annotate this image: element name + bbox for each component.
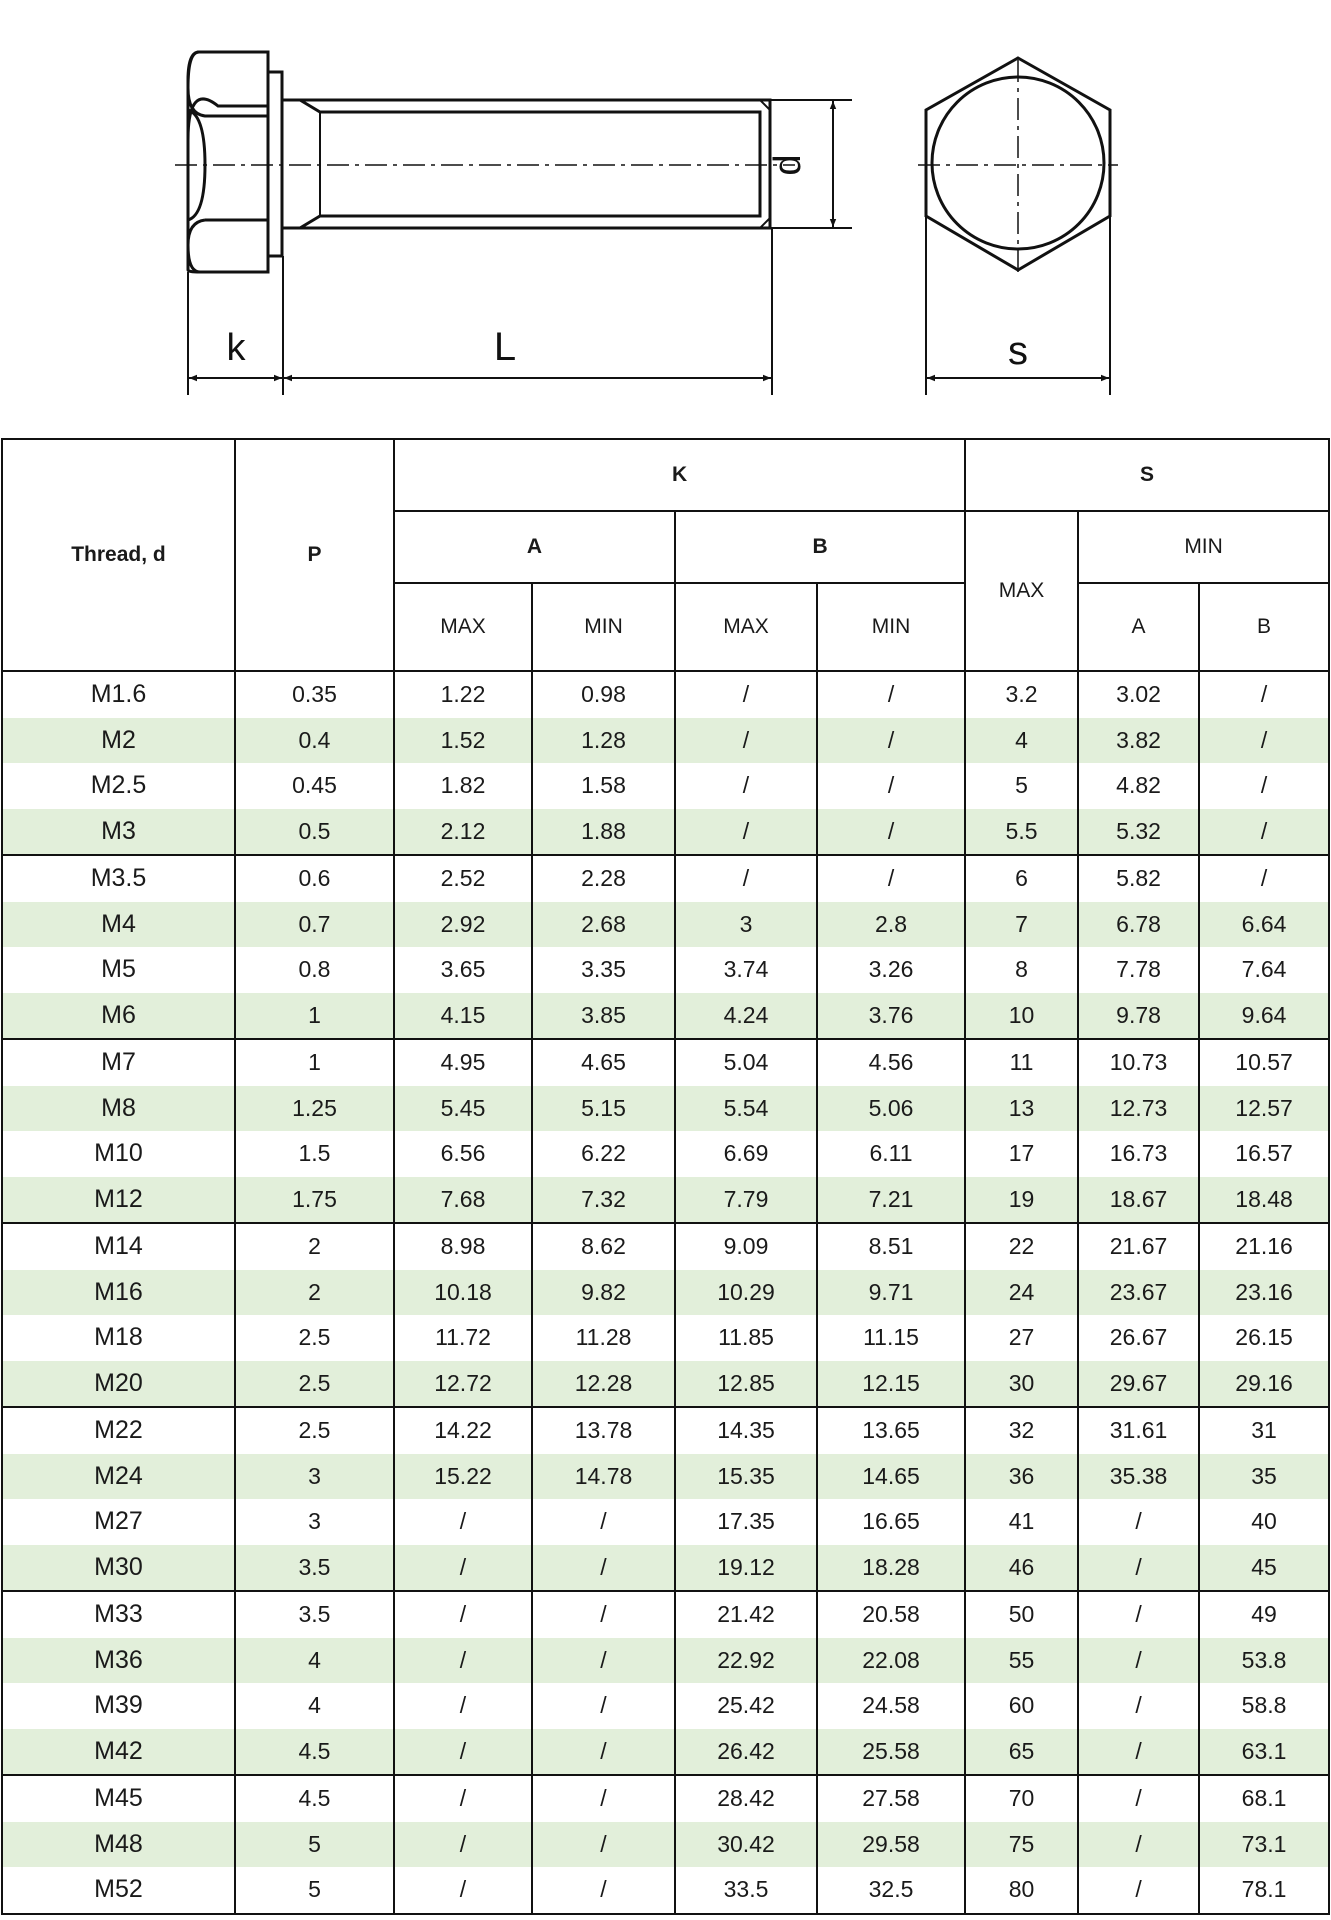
cell-s-min-a: 35.38 [1078, 1454, 1199, 1500]
cell-k-b-min: 16.65 [817, 1499, 965, 1545]
cell-s-max: 17 [965, 1131, 1078, 1177]
cell-s-max: 41 [965, 1499, 1078, 1545]
cell-k-b-min: 12.15 [817, 1361, 965, 1408]
cell-thread: M2.5 [2, 763, 235, 809]
cell-p: 4 [235, 1683, 394, 1729]
dimension-label-s: s [1008, 329, 1028, 373]
cell-k-b-max: 15.35 [675, 1454, 817, 1500]
cell-s-min-b: 9.64 [1199, 993, 1329, 1040]
cell-k-b-max: 11.85 [675, 1315, 817, 1361]
cell-p: 3 [235, 1454, 394, 1500]
cell-k-a-max: 2.12 [394, 809, 532, 856]
header-k-a-min: MIN [532, 583, 675, 671]
cell-k-b-max: 19.12 [675, 1545, 817, 1592]
cell-k-a-min: 12.28 [532, 1361, 675, 1408]
cell-thread: M20 [2, 1361, 235, 1408]
cell-s-min-b: 16.57 [1199, 1131, 1329, 1177]
cell-k-a-max: 1.52 [394, 718, 532, 764]
cell-s-min-b: 49 [1199, 1591, 1329, 1638]
cell-k-b-min: 24.58 [817, 1683, 965, 1729]
cell-k-a-max: 7.68 [394, 1177, 532, 1224]
cell-k-a-max: 4.15 [394, 993, 532, 1040]
cell-s-min-a: / [1078, 1638, 1199, 1684]
cell-s-max: 5 [965, 763, 1078, 809]
cell-k-a-max: 1.82 [394, 763, 532, 809]
cell-k-a-max: / [394, 1729, 532, 1776]
header-k: K [394, 439, 965, 511]
cell-p: 0.7 [235, 902, 394, 948]
table-row [2, 1223, 1329, 1270]
cell-s-max: 50 [965, 1591, 1078, 1638]
cell-thread: M10 [2, 1131, 235, 1177]
cell-s-min-b: 68.1 [1199, 1775, 1329, 1822]
table-row [2, 1131, 1329, 1177]
cell-p: 3 [235, 1499, 394, 1545]
cell-s-max: 6 [965, 855, 1078, 902]
cell-s-min-b: 45 [1199, 1545, 1329, 1592]
cell-k-b-min: / [817, 763, 965, 809]
cell-thread: M22 [2, 1407, 235, 1454]
header-p: P [235, 439, 394, 671]
cell-k-b-min: 13.65 [817, 1407, 965, 1454]
cell-thread: M45 [2, 1775, 235, 1822]
header-s-min-a: A [1078, 583, 1199, 671]
cell-k-b-max: 17.35 [675, 1499, 817, 1545]
cell-thread: M42 [2, 1729, 235, 1776]
cell-s-min-b: 18.48 [1199, 1177, 1329, 1224]
cell-k-a-max: 5.45 [394, 1086, 532, 1132]
cell-k-b-min: 5.06 [817, 1086, 965, 1132]
cell-p: 2.5 [235, 1315, 394, 1361]
table-row [2, 1177, 1329, 1224]
table-row [2, 671, 1329, 718]
cell-thread: M52 [2, 1867, 235, 1914]
cell-k-a-min: 3.85 [532, 993, 675, 1040]
table-row [2, 1867, 1329, 1914]
cell-s-max: 46 [965, 1545, 1078, 1592]
cell-k-b-max: 21.42 [675, 1591, 817, 1638]
cell-s-min-a: 5.32 [1078, 809, 1199, 856]
cell-s-min-b: / [1199, 763, 1329, 809]
cell-k-a-min: 1.58 [532, 763, 675, 809]
cell-s-max: 30 [965, 1361, 1078, 1408]
cell-s-min-a: 18.67 [1078, 1177, 1199, 1224]
cell-thread: M3.5 [2, 855, 235, 902]
cell-s-min-b: 6.64 [1199, 902, 1329, 948]
cell-k-a-max: 2.92 [394, 902, 532, 948]
cell-k-b-max: 30.42 [675, 1822, 817, 1868]
cell-s-min-b: 78.1 [1199, 1867, 1329, 1914]
cell-k-a-min: 9.82 [532, 1270, 675, 1316]
cell-k-b-max: / [675, 718, 817, 764]
cell-s-min-a: 12.73 [1078, 1086, 1199, 1132]
cell-s-min-b: / [1199, 809, 1329, 856]
cell-k-b-min: / [817, 809, 965, 856]
cell-k-a-min: / [532, 1591, 675, 1638]
table-row [2, 902, 1329, 948]
cell-s-min-a: / [1078, 1591, 1199, 1638]
cell-k-a-min: / [532, 1638, 675, 1684]
cell-s-min-a: 7.78 [1078, 947, 1199, 993]
header-k-a: A [394, 511, 675, 583]
cell-s-min-a: / [1078, 1775, 1199, 1822]
table-row [2, 1039, 1329, 1086]
cell-thread: M16 [2, 1270, 235, 1316]
cell-s-min-b: 63.1 [1199, 1729, 1329, 1776]
dimension-label-d: d [767, 154, 809, 176]
cell-s-min-b: 23.16 [1199, 1270, 1329, 1316]
cell-thread: M33 [2, 1591, 235, 1638]
cell-k-b-min: 8.51 [817, 1223, 965, 1270]
cell-thread: M12 [2, 1177, 235, 1224]
cell-k-b-min: 32.5 [817, 1867, 965, 1914]
cell-s-max: 22 [965, 1223, 1078, 1270]
cell-s-min-a: 3.02 [1078, 671, 1199, 718]
cell-k-a-min: 7.32 [532, 1177, 675, 1224]
cell-p: 0.6 [235, 855, 394, 902]
cell-thread: M18 [2, 1315, 235, 1361]
cell-k-b-min: 25.58 [817, 1729, 965, 1776]
table-header [2, 439, 1329, 671]
cell-k-b-min: 22.08 [817, 1638, 965, 1684]
cell-k-b-min: 6.11 [817, 1131, 965, 1177]
cell-thread: M48 [2, 1822, 235, 1868]
cell-k-a-max: 10.18 [394, 1270, 532, 1316]
cell-k-b-max: / [675, 671, 817, 718]
cell-k-b-max: 6.69 [675, 1131, 817, 1177]
cell-s-min-b: 12.57 [1199, 1086, 1329, 1132]
thread-spec-table [1, 438, 1330, 1915]
cell-s-min-a: 23.67 [1078, 1270, 1199, 1316]
cell-s-min-b: 7.64 [1199, 947, 1329, 993]
table-body [2, 671, 1329, 1914]
cell-p: 1.25 [235, 1086, 394, 1132]
cell-s-max: 13 [965, 1086, 1078, 1132]
dimension-label-k: k [226, 327, 246, 369]
cell-k-b-max: 5.04 [675, 1039, 817, 1086]
cell-s-min-a: 16.73 [1078, 1131, 1199, 1177]
cell-k-b-max: / [675, 763, 817, 809]
cell-p: 2.5 [235, 1407, 394, 1454]
cell-thread: M2 [2, 718, 235, 764]
cell-s-min-a: / [1078, 1499, 1199, 1545]
cell-k-a-min: 8.62 [532, 1223, 675, 1270]
cell-s-max: 10 [965, 993, 1078, 1040]
cell-k-a-min: / [532, 1683, 675, 1729]
table-row [2, 1683, 1329, 1729]
cell-k-a-min: 14.78 [532, 1454, 675, 1500]
table-row [2, 1775, 1329, 1822]
cell-k-b-min: 2.8 [817, 902, 965, 948]
cell-k-a-max: 12.72 [394, 1361, 532, 1408]
cell-k-a-min: 11.28 [532, 1315, 675, 1361]
cell-k-b-max: 12.85 [675, 1361, 817, 1408]
cell-k-a-min: / [532, 1729, 675, 1776]
header-k-b-min: MIN [817, 583, 965, 671]
cell-thread: M39 [2, 1683, 235, 1729]
cell-p: 4 [235, 1638, 394, 1684]
cell-s-min-b: 73.1 [1199, 1822, 1329, 1868]
table-row [2, 1499, 1329, 1545]
cell-p: 0.5 [235, 809, 394, 856]
cell-s-min-b: 29.16 [1199, 1361, 1329, 1408]
cell-k-a-min: 0.98 [532, 671, 675, 718]
cell-k-b-max: 33.5 [675, 1867, 817, 1914]
cell-k-a-min: / [532, 1545, 675, 1592]
cell-k-b-max: 5.54 [675, 1086, 817, 1132]
table-row [2, 947, 1329, 993]
bolt-side-view [188, 52, 770, 272]
cell-s-min-a: 26.67 [1078, 1315, 1199, 1361]
table-row [2, 993, 1329, 1040]
cell-k-b-max: 7.79 [675, 1177, 817, 1224]
cell-k-b-max: 10.29 [675, 1270, 817, 1316]
cell-p: 1 [235, 1039, 394, 1086]
header-s-min-b: B [1199, 583, 1329, 671]
cell-k-b-min: / [817, 718, 965, 764]
cell-s-max: 3.2 [965, 671, 1078, 718]
header-s-max: MAX [965, 511, 1078, 671]
table-row [2, 809, 1329, 856]
cell-k-a-max: / [394, 1867, 532, 1914]
cell-p: 0.4 [235, 718, 394, 764]
cell-p: 2 [235, 1223, 394, 1270]
cell-k-b-min: 4.56 [817, 1039, 965, 1086]
cell-s-max: 80 [965, 1867, 1078, 1914]
cell-s-min-a: 9.78 [1078, 993, 1199, 1040]
cell-s-max: 11 [965, 1039, 1078, 1086]
cell-k-a-min: / [532, 1775, 675, 1822]
cell-k-a-max: / [394, 1775, 532, 1822]
cell-s-min-b: / [1199, 671, 1329, 718]
cell-k-b-max: / [675, 809, 817, 856]
cell-s-max: 4 [965, 718, 1078, 764]
cell-k-a-min: 2.28 [532, 855, 675, 902]
cell-p: 1 [235, 993, 394, 1040]
cell-k-b-max: 9.09 [675, 1223, 817, 1270]
bolt-drawing [0, 0, 1331, 420]
cell-s-max: 19 [965, 1177, 1078, 1224]
bolt-centerlines [175, 60, 1118, 275]
cell-k-a-max: 4.95 [394, 1039, 532, 1086]
cell-p: 4.5 [235, 1775, 394, 1822]
cell-k-a-max: 2.52 [394, 855, 532, 902]
cell-k-b-min: 14.65 [817, 1454, 965, 1500]
cell-k-a-min: 2.68 [532, 902, 675, 948]
cell-p: 3.5 [235, 1591, 394, 1638]
cell-p: 5 [235, 1822, 394, 1868]
cell-p: 0.35 [235, 671, 394, 718]
table-row [2, 1361, 1329, 1408]
cell-k-b-max: 3 [675, 902, 817, 948]
cell-s-max: 24 [965, 1270, 1078, 1316]
table-row [2, 1454, 1329, 1500]
cell-k-a-max: / [394, 1638, 532, 1684]
cell-thread: M4 [2, 902, 235, 948]
cell-p: 1.5 [235, 1131, 394, 1177]
cell-s-min-a: / [1078, 1729, 1199, 1776]
cell-thread: M30 [2, 1545, 235, 1592]
cell-s-max: 36 [965, 1454, 1078, 1500]
cell-s-min-b: 10.57 [1199, 1039, 1329, 1086]
cell-k-a-max: 8.98 [394, 1223, 532, 1270]
cell-k-b-min: 3.26 [817, 947, 965, 993]
header-k-b: B [675, 511, 965, 583]
cell-k-b-min: 11.15 [817, 1315, 965, 1361]
header-k-a-max: MAX [394, 583, 532, 671]
cell-s-min-a: 6.78 [1078, 902, 1199, 948]
cell-thread: M5 [2, 947, 235, 993]
cell-k-a-min: 5.15 [532, 1086, 675, 1132]
cell-s-min-a: 10.73 [1078, 1039, 1199, 1086]
cell-k-a-max: 3.65 [394, 947, 532, 993]
cell-k-a-min: 1.88 [532, 809, 675, 856]
cell-k-a-max: 15.22 [394, 1454, 532, 1500]
table-row [2, 1638, 1329, 1684]
table-row [2, 1315, 1329, 1361]
cell-p: 0.8 [235, 947, 394, 993]
cell-k-b-min: 29.58 [817, 1822, 965, 1868]
cell-s-max: 65 [965, 1729, 1078, 1776]
cell-s-min-b: 21.16 [1199, 1223, 1329, 1270]
cell-k-a-min: 6.22 [532, 1131, 675, 1177]
cell-k-a-min: / [532, 1822, 675, 1868]
cell-k-a-max: 6.56 [394, 1131, 532, 1177]
cell-p: 1.75 [235, 1177, 394, 1224]
cell-k-a-max: / [394, 1499, 532, 1545]
cell-k-b-min: / [817, 671, 965, 718]
cell-k-b-min: 18.28 [817, 1545, 965, 1592]
cell-k-b-min: 27.58 [817, 1775, 965, 1822]
cell-k-b-max: 4.24 [675, 993, 817, 1040]
cell-thread: M14 [2, 1223, 235, 1270]
cell-s-min-b: 53.8 [1199, 1638, 1329, 1684]
cell-k-a-min: / [532, 1499, 675, 1545]
header-thread: Thread, d [2, 439, 235, 671]
table-row [2, 1591, 1329, 1638]
cell-s-min-b: 26.15 [1199, 1315, 1329, 1361]
header-k-b-max: MAX [675, 583, 817, 671]
cell-k-a-max: 14.22 [394, 1407, 532, 1454]
cell-s-min-b: / [1199, 855, 1329, 902]
cell-thread: M6 [2, 993, 235, 1040]
cell-s-min-a: / [1078, 1683, 1199, 1729]
cell-s-min-a: / [1078, 1822, 1199, 1868]
cell-s-min-b: 31 [1199, 1407, 1329, 1454]
cell-p: 2 [235, 1270, 394, 1316]
dimension-label-L: L [493, 325, 517, 369]
cell-k-a-min: / [532, 1867, 675, 1914]
cell-s-max: 7 [965, 902, 1078, 948]
cell-s-min-b: 58.8 [1199, 1683, 1329, 1729]
header-s-min: MIN [1078, 511, 1329, 583]
dimension-lines [188, 100, 1110, 395]
cell-p: 0.45 [235, 763, 394, 809]
table-row [2, 1407, 1329, 1454]
header-s: S [965, 439, 1329, 511]
table-row [2, 1729, 1329, 1776]
cell-thread: M24 [2, 1454, 235, 1500]
cell-s-min-a: 21.67 [1078, 1223, 1199, 1270]
cell-k-b-max: 26.42 [675, 1729, 817, 1776]
cell-thread: M8 [2, 1086, 235, 1132]
cell-k-b-min: 3.76 [817, 993, 965, 1040]
cell-s-min-a: 5.82 [1078, 855, 1199, 902]
cell-thread: M27 [2, 1499, 235, 1545]
cell-k-b-max: 14.35 [675, 1407, 817, 1454]
table-row [2, 718, 1329, 764]
cell-k-b-max: 28.42 [675, 1775, 817, 1822]
cell-k-a-min: 13.78 [532, 1407, 675, 1454]
cell-s-max: 8 [965, 947, 1078, 993]
table-row [2, 1822, 1329, 1868]
table-row [2, 763, 1329, 809]
cell-s-min-b: 35 [1199, 1454, 1329, 1500]
cell-k-b-max: / [675, 855, 817, 902]
cell-s-min-a: 3.82 [1078, 718, 1199, 764]
table-row [2, 855, 1329, 902]
cell-s-max: 60 [965, 1683, 1078, 1729]
cell-p: 2.5 [235, 1361, 394, 1408]
cell-s-max: 5.5 [965, 809, 1078, 856]
cell-s-max: 27 [965, 1315, 1078, 1361]
cell-k-b-min: 20.58 [817, 1591, 965, 1638]
cell-s-max: 55 [965, 1638, 1078, 1684]
cell-k-b-min: 9.71 [817, 1270, 965, 1316]
cell-k-a-max: / [394, 1683, 532, 1729]
cell-k-b-max: 3.74 [675, 947, 817, 993]
cell-s-min-a: / [1078, 1545, 1199, 1592]
cell-k-b-max: 25.42 [675, 1683, 817, 1729]
cell-thread: M1.6 [2, 671, 235, 718]
cell-k-a-max: / [394, 1545, 532, 1592]
cell-k-a-max: / [394, 1822, 532, 1868]
cell-s-min-a: 29.67 [1078, 1361, 1199, 1408]
cell-s-min-a: / [1078, 1867, 1199, 1914]
cell-k-b-max: 22.92 [675, 1638, 817, 1684]
cell-s-min-a: 31.61 [1078, 1407, 1199, 1454]
cell-k-a-max: 1.22 [394, 671, 532, 718]
cell-p: 4.5 [235, 1729, 394, 1776]
cell-k-a-min: 3.35 [532, 947, 675, 993]
cell-k-a-max: 11.72 [394, 1315, 532, 1361]
cell-k-a-min: 1.28 [532, 718, 675, 764]
cell-k-b-min: / [817, 855, 965, 902]
table-row [2, 1270, 1329, 1316]
cell-s-min-b: 40 [1199, 1499, 1329, 1545]
cell-k-a-max: / [394, 1591, 532, 1638]
table-row [2, 1545, 1329, 1592]
cell-thread: M7 [2, 1039, 235, 1086]
cell-p: 3.5 [235, 1545, 394, 1592]
cell-s-min-b: / [1199, 718, 1329, 764]
cell-s-max: 70 [965, 1775, 1078, 1822]
cell-thread: M36 [2, 1638, 235, 1684]
cell-k-a-min: 4.65 [532, 1039, 675, 1086]
cell-thread: M3 [2, 809, 235, 856]
cell-s-max: 75 [965, 1822, 1078, 1868]
table-row [2, 1086, 1329, 1132]
cell-s-min-a: 4.82 [1078, 763, 1199, 809]
cell-p: 5 [235, 1867, 394, 1914]
cell-s-max: 32 [965, 1407, 1078, 1454]
cell-k-b-min: 7.21 [817, 1177, 965, 1224]
